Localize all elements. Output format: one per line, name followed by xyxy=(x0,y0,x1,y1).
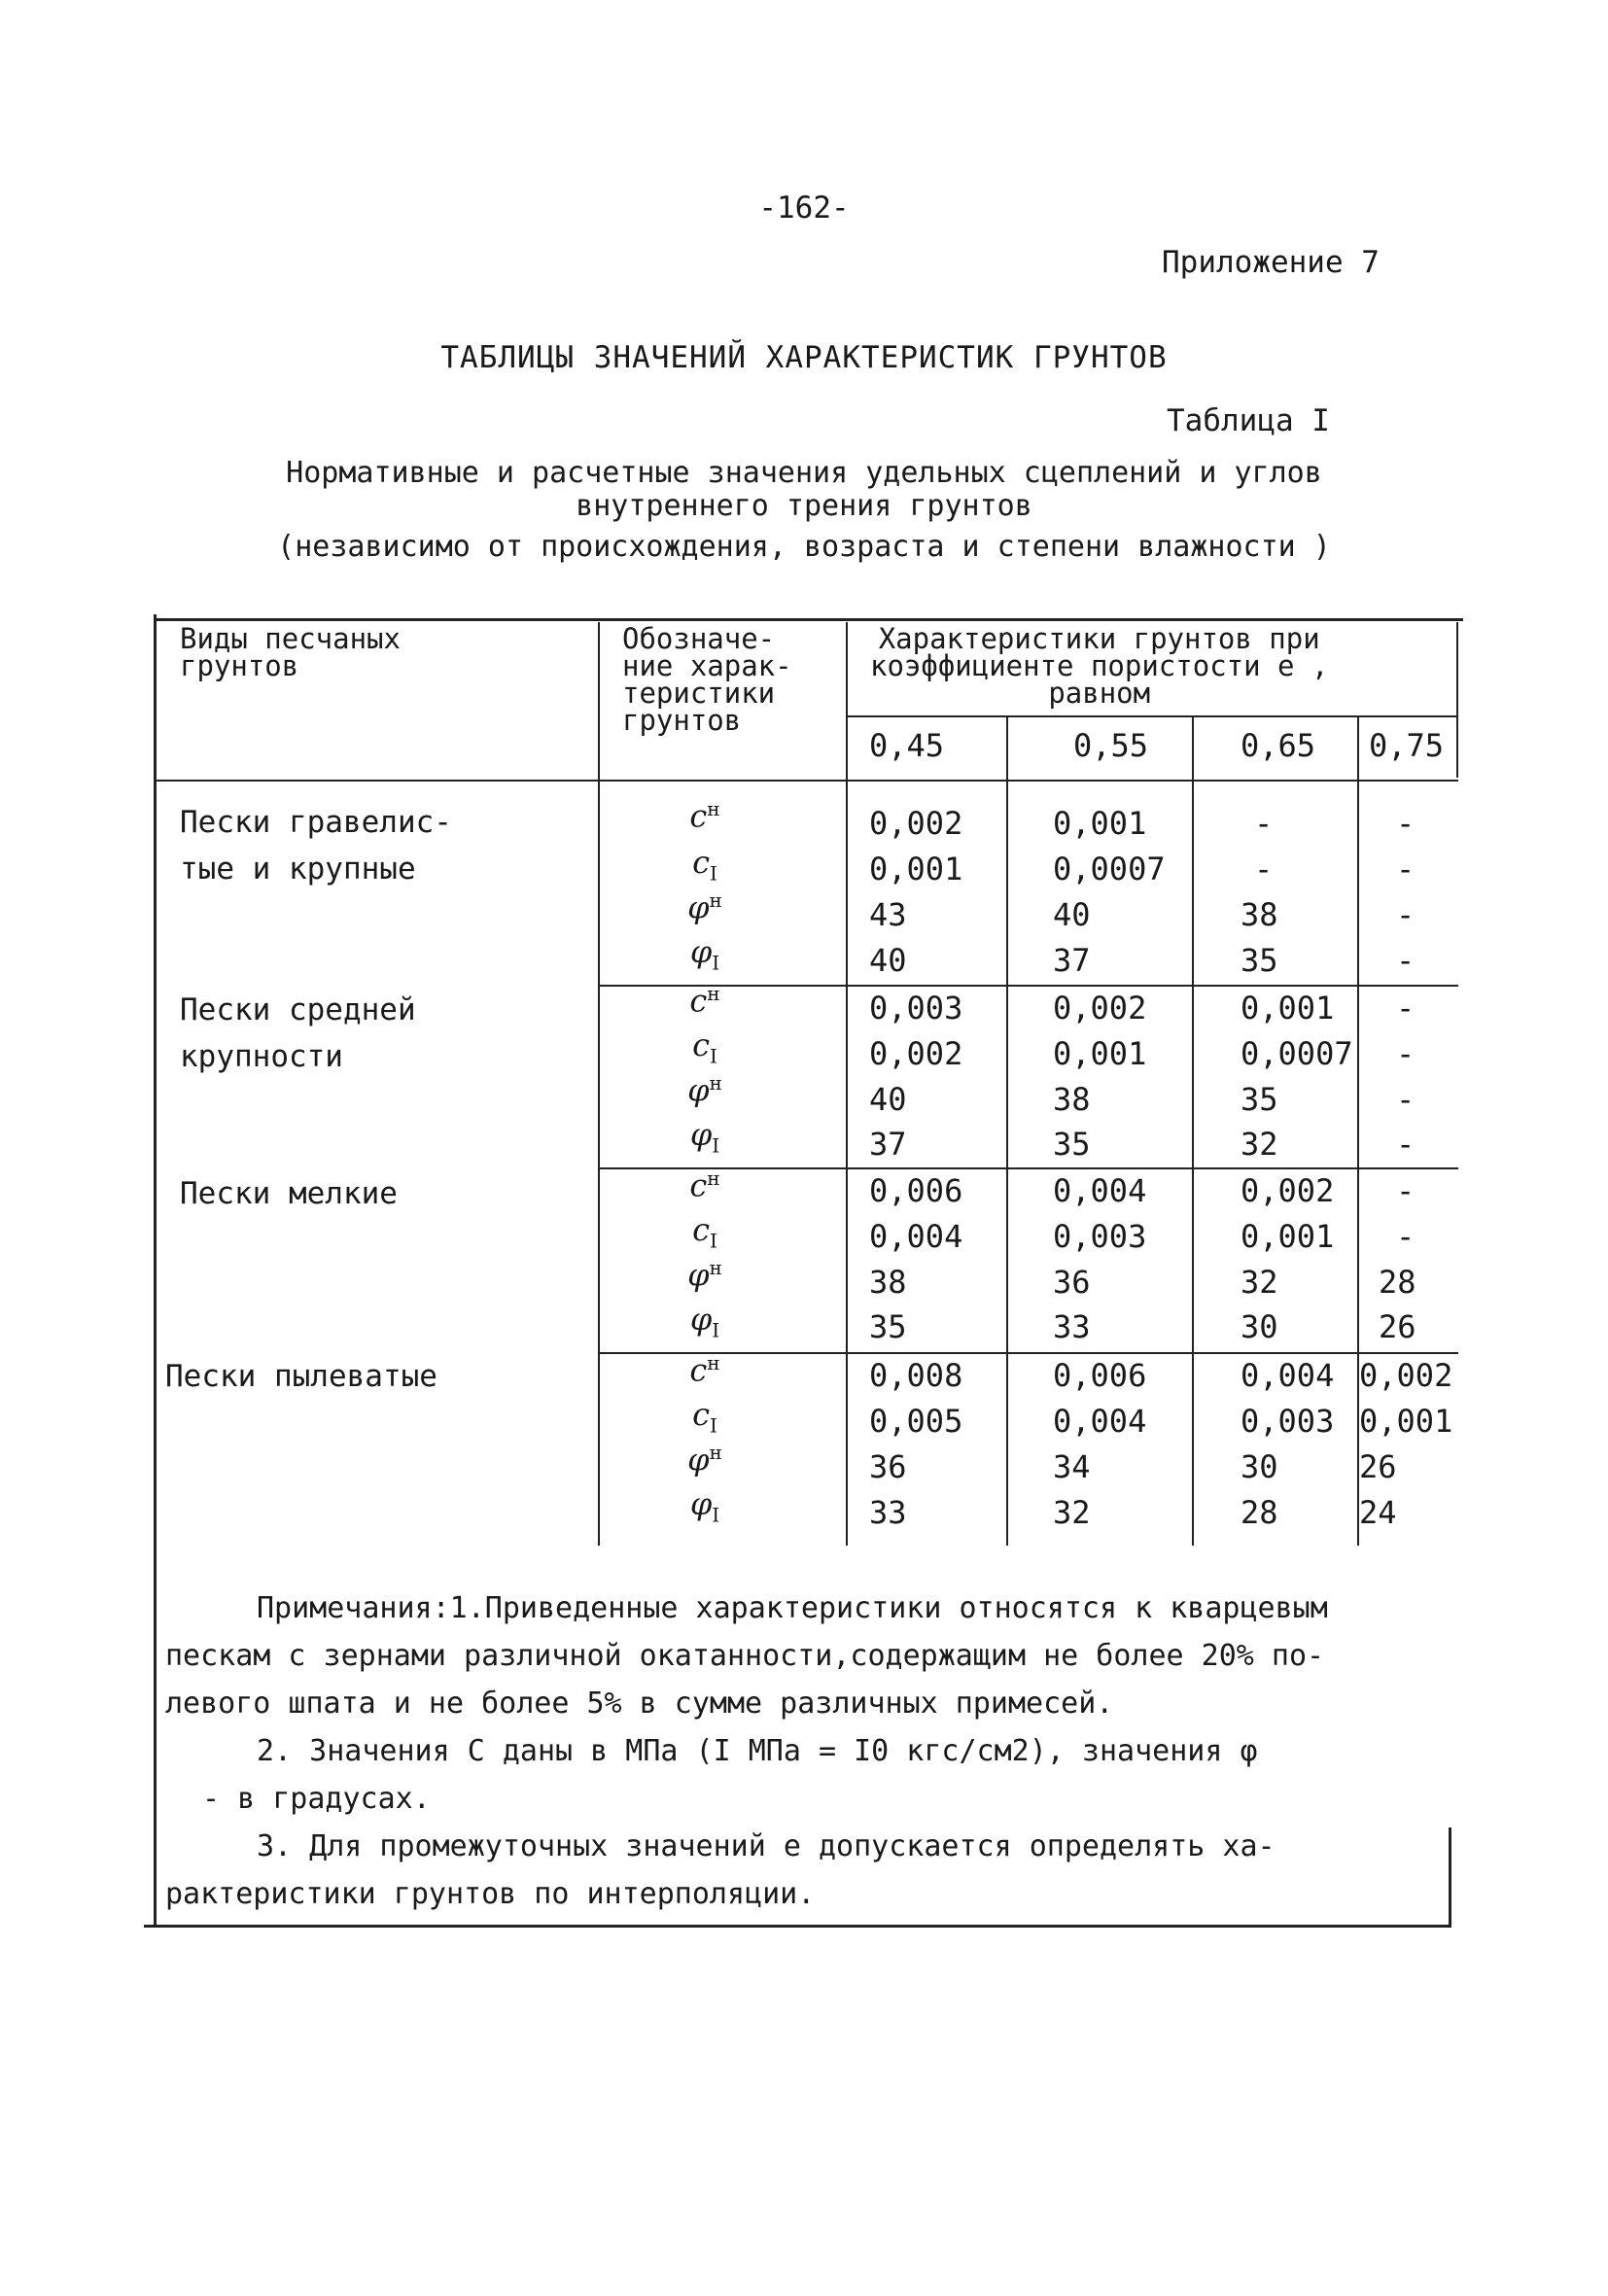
grid-line xyxy=(598,622,600,1546)
table-cell: 37 xyxy=(869,1126,907,1163)
table-cell: 36 xyxy=(1053,1264,1091,1301)
table-cell: 26 xyxy=(1379,1308,1416,1345)
note-3-line-2: рактеристики грунтов по интерполяции. xyxy=(165,1877,816,1911)
table-cell: 40 xyxy=(869,942,907,979)
symbol-c-design: $c_I$ xyxy=(692,1026,717,1068)
table-cell: 0,004 xyxy=(869,1218,963,1255)
porosity-value: 0,55 xyxy=(1073,727,1149,764)
soil-type-name: Пески пылеватые xyxy=(165,1359,437,1394)
table-cell: 0,004 xyxy=(1053,1403,1147,1440)
note-1-line-1: Примечания:1.Приведенные характеристики относятся к кварцевым xyxy=(257,1591,1328,1625)
table-cell: 0,002 xyxy=(1359,1357,1453,1394)
note-1-line-3: левого шпата и не более 5% в сумме различных примесей. xyxy=(165,1687,1114,1721)
table-cell: 35 xyxy=(1053,1126,1091,1163)
table-cell: 0,006 xyxy=(869,1172,963,1209)
table-cell: 38 xyxy=(869,1264,907,1301)
table-label: Таблица I xyxy=(1167,403,1330,438)
table-cell: 40 xyxy=(869,1081,907,1118)
table-cell: - xyxy=(1254,805,1274,842)
table-cell: 24 xyxy=(1359,1494,1397,1531)
grid-line xyxy=(1456,622,1458,778)
table-caption-line-1: Нормативные и расчетные значения удельных сцеплений и углов xyxy=(286,456,1322,490)
table-cell: 35 xyxy=(869,1308,907,1345)
table-cell: - xyxy=(1396,1081,1416,1118)
table-cell: - xyxy=(1396,851,1416,887)
table-cell: 30 xyxy=(1241,1308,1278,1345)
table-cell: - xyxy=(1396,1218,1416,1255)
table-cell: 38 xyxy=(1053,1081,1091,1118)
porosity-value: 0,45 xyxy=(869,727,945,764)
table-cell: 0,002 xyxy=(1053,990,1147,1026)
grid-line xyxy=(846,715,1458,717)
note-2-line-2: - в градусах. xyxy=(202,1782,431,1816)
symbol-c-design: $c_I$ xyxy=(692,844,717,886)
header-characteristics: Характеристики грунтов при коэффициенте пористости е , равном xyxy=(870,622,1329,710)
table-cell: 36 xyxy=(869,1448,907,1485)
table-caption-line-3: (независимо от происхождения, возраста и степени влажности ) xyxy=(277,530,1331,564)
table-cell: 32 xyxy=(1241,1126,1278,1163)
grid-line xyxy=(1192,715,1194,1546)
table-cell: 37 xyxy=(1053,942,1091,979)
symbol-phi-normative: $\varphi^н$ xyxy=(687,1256,722,1294)
table-cell: - xyxy=(1396,896,1416,933)
symbol-c-normative: $c^н$ xyxy=(689,797,720,835)
header-symbol: Обозначе- ние харак- теристики грунтов xyxy=(622,622,792,737)
table-cell: 43 xyxy=(869,896,907,933)
table-caption-line-2: внутреннего трения грунтов xyxy=(576,489,1032,523)
table-cell: 0,002 xyxy=(1241,1172,1335,1209)
table-cell: 0,003 xyxy=(869,990,963,1026)
symbol-c-normative: $c^н$ xyxy=(689,1166,720,1204)
table-cell: 32 xyxy=(1241,1264,1278,1301)
table-cell: - xyxy=(1396,990,1416,1026)
symbol-phi-normative: $\varphi^н$ xyxy=(687,1441,722,1478)
symbol-phi-design: $\varphi_I$ xyxy=(689,1485,720,1527)
table-cell: 28 xyxy=(1379,1264,1416,1301)
table-cell: 0,0007 xyxy=(1241,1035,1353,1072)
table-cell: 26 xyxy=(1359,1448,1397,1485)
table-cell: 0,002 xyxy=(869,1035,963,1072)
page-title: ТАБЛИЦЫ ЗНАЧЕНИЙ ХАРАКТЕРИСТИК ГРУНТОВ xyxy=(440,340,1168,375)
table-cell: 0,004 xyxy=(1053,1172,1147,1209)
table-cell: 0,001 xyxy=(1053,805,1147,842)
appendix-label: Приложение 7 xyxy=(1162,245,1380,280)
table-cell: 40 xyxy=(1053,896,1091,933)
table-cell: 33 xyxy=(1053,1308,1091,1345)
soil-type-name: Пески гравелис- тые и крупные xyxy=(180,805,452,887)
table-cell: 28 xyxy=(1241,1494,1278,1531)
table-cell: 0,001 xyxy=(1241,990,1335,1026)
symbol-phi-design: $\varphi_I$ xyxy=(689,933,720,975)
table-cell: 30 xyxy=(1241,1448,1278,1485)
page-number: -162- xyxy=(758,191,850,226)
table-cell: 0,001 xyxy=(1359,1403,1453,1440)
table-cell: - xyxy=(1396,1126,1416,1163)
table-cell: 0,005 xyxy=(869,1403,963,1440)
table-cell: - xyxy=(1396,805,1416,842)
note-1-line-2: пескам с зернами различной окатанности,содержащим не более 20% по- xyxy=(165,1639,1325,1673)
table-cell: 34 xyxy=(1053,1448,1091,1485)
symbol-phi-normative: $\varphi^н$ xyxy=(687,888,722,926)
table-cell: 35 xyxy=(1241,1081,1278,1118)
table-cell: - xyxy=(1396,1172,1416,1209)
table-cell: - xyxy=(1396,942,1416,979)
note-2-line-1: 2. Значения С даны в МПа (I МПа = I0 кгс/см2), значения φ xyxy=(257,1734,1258,1768)
symbol-c-normative: $c^н$ xyxy=(689,982,720,1020)
grid-line xyxy=(156,780,1458,782)
symbol-c-design: $c_I$ xyxy=(692,1396,717,1438)
symbol-c-normative: $c^н$ xyxy=(689,1351,720,1389)
soil-type-name: Пески мелкие xyxy=(180,1176,398,1211)
soil-type-name: Пески средней крупности xyxy=(180,992,416,1074)
symbol-phi-normative: $\varphi^н$ xyxy=(687,1071,722,1109)
table-cell: 0,008 xyxy=(869,1357,963,1394)
table-cell: 0,001 xyxy=(869,851,963,887)
table-cell: - xyxy=(1254,851,1274,887)
table-cell: 0,002 xyxy=(869,805,963,842)
table-cell: 0,004 xyxy=(1241,1357,1335,1394)
table-cell: 38 xyxy=(1241,896,1278,933)
symbol-c-design: $c_I$ xyxy=(692,1211,717,1253)
table-cell: - xyxy=(1396,1035,1416,1072)
porosity-value: 0,75 xyxy=(1369,727,1445,764)
table-cell: 0,006 xyxy=(1053,1357,1147,1394)
symbol-phi-design: $\varphi_I$ xyxy=(689,1301,720,1342)
table-cell: 0,001 xyxy=(1053,1035,1147,1072)
grid-line xyxy=(846,622,848,1546)
porosity-value: 0,65 xyxy=(1241,727,1316,764)
table-cell: 32 xyxy=(1053,1494,1091,1531)
note-3-line-1: 3. Для промежуточных значений е допускается определять ха- xyxy=(257,1829,1276,1863)
grid-line xyxy=(1006,715,1008,1546)
symbol-phi-design: $\varphi_I$ xyxy=(689,1116,720,1158)
table-notes xyxy=(165,1584,1429,1918)
table-cell: 33 xyxy=(869,1494,907,1531)
table-cell: 0,003 xyxy=(1241,1403,1335,1440)
table-cell: 0,0007 xyxy=(1053,851,1166,887)
header-soil-type: Виды песчаных грунтов xyxy=(180,622,401,682)
table-cell: 0,001 xyxy=(1241,1218,1335,1255)
table-cell: 35 xyxy=(1241,942,1278,979)
table-cell: 0,003 xyxy=(1053,1218,1147,1255)
